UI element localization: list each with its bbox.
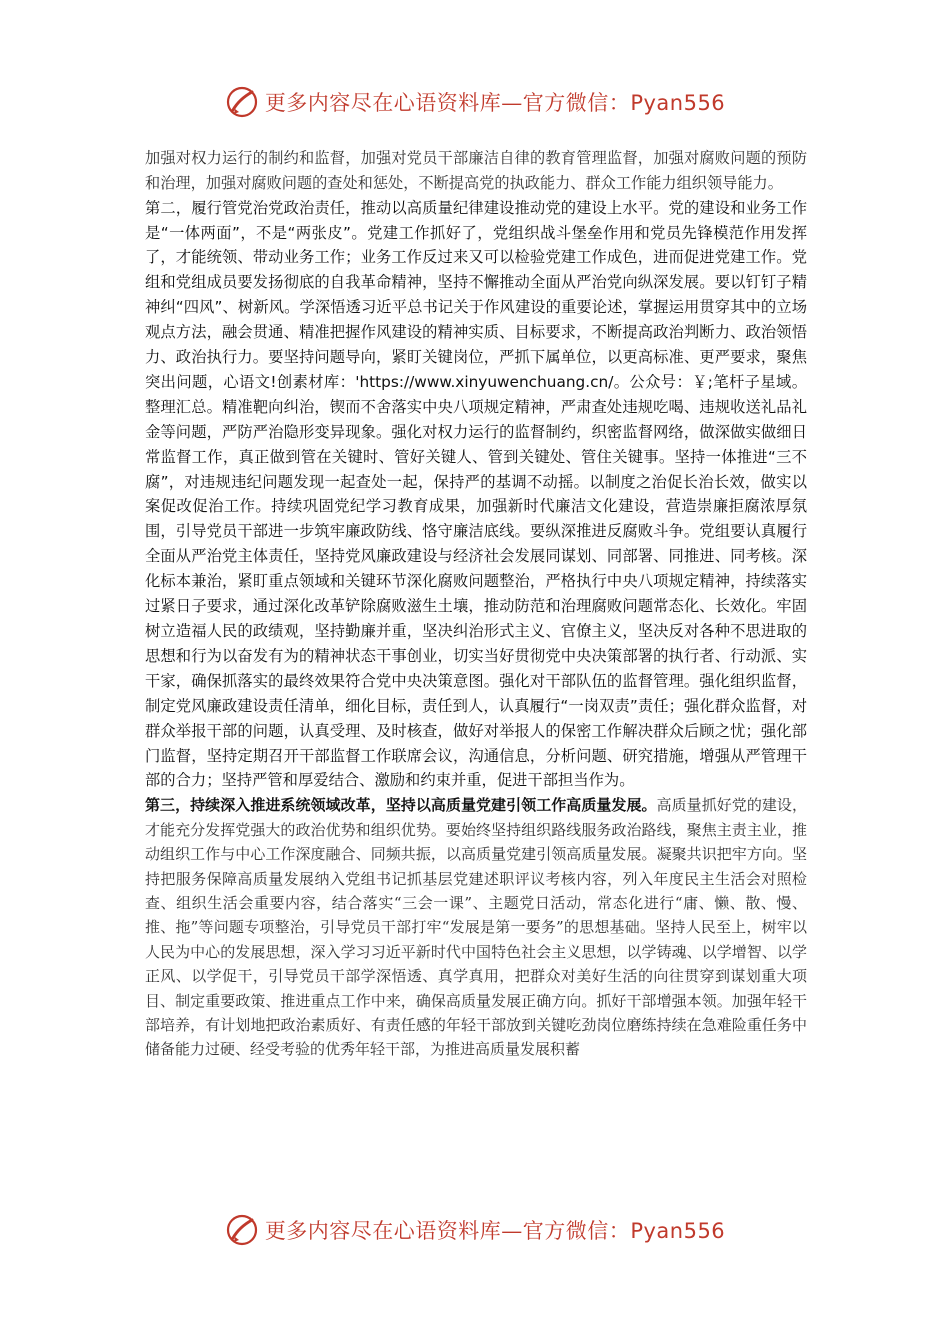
paragraph-section-two: 第二，履行管党治党政治责任，推动以高质量纪律建设推动党的建设上水平。党的建设和业务工作是“一体两面”，不是“两张皮”。党建工作抓好了，党组织战斗堡垒作用和党员先锋模范作用发挥了，才能统领、带动业务工作；业务工作反过来又可以检验党建工作成色，进而促进党建工作。党组和党组成员要发扬彻底的自我革命精神，坚持不懈推动全面从严治党向纵深发展。要以钉钉子精神纠“四风”、树新风。学深悟透习近平总书记关于作风建设的重要论述，掌握运用贯穿其中的立场观点方法，融会贯通、精准把握作风建设的精神实质、目标要求，不断提高政治判断力、政治领悟力、政治执行力。要坚持问题导向，紧盯关键岗位，严抓下属单位，以更高标准、更严要求，聚焦突出问题，心语文!创素材库：'https://www.xinyuwenchuang.cn/。公众号：￥;笔杆子星域。整理汇总。精准靶向纠治，锲而不舍落实中央八项规定精神，严肃查处违规吃喝、违规收送礼品礼金等问题，严防严治隐形变异现象。强化对权力运行的监督制约，织密监督网络，做深做实做细日常监督工作，真正做到管在关键时、管好关键人、管到关键处、管住关键事。坚持一体推进“三不腐”，对违规违纪问题发现一起查处一起，保持严的基调不动摇。以制度之治促长治长效，做实以案促改促治工作。持续巩固党纪学习教育成果，加强新时代廉洁文化建设，营造崇廉拒腐浓厚氛围，引导党员干部进一步筑牢廉政防线、恪守廉洁底线。要纵深推进反腐败斗争。党组要认真履行全面从严治党主体责任，坚持党风廉政建设与经济社会发展同谋划、同部署、同推进、同考核。深化标本兼治，紧盯重点领域和关键环节深化腐败问题整治，严格执行中央八项规定精神，持续落实过紧日子要求，通过深化改革铲除腐败滋生土壤，推动防范和治理腐败问题常态化、长效化。牢固树立造福人民的政绩观，坚持勤廉并重，坚决纠治形式主义、官僚主义，坚决反对各种不思进取的思想和行为以奋发有为的精神状态干事创业，切实当好贯彻党中央决策部署的执行者、行动派、实干家，确保抓落实的最终效果符合党中央决策意图。强化对干部队伍的监督管理。强化组织监督，制定党风廉政建设责任清单，细化目标，责任到人，认真履行“一岗双责”责任；强化群众监督，对群众举报干部的问题，认真受理、及时核查，做好对举报人的保密工作解决群众后顾之忧；强化部门监督，坚持定期召开干部监督工作联席会议，沟通信息，分析问题、研究措施，增强从严管理干部的合力；坚持严管和厚爱结合、激励和约束并重，促进干部担当作为。 bbox=[145, 198, 807, 790]
banner-text bbox=[265, 1215, 725, 1245]
section-three-heading: 第三，持续深入推进系统领域改革，坚持以高质量党建引领工作高质量发展。 bbox=[145, 796, 657, 815]
banner-wechat-id: Pyan556 bbox=[630, 1219, 726, 1243]
footer-banner bbox=[0, 1208, 950, 1252]
banner-text-main: 更多内容尽在心语资料库—官方微信： bbox=[264, 1219, 631, 1243]
section-three-body: 高质量抓好党的建设，才能充分发挥党强大的政治优势和组织优势。要始终坚持组织路线服务政治路线，聚焦主责主业，推动组织工作与中心工作深度融合、同频共振，以高质量党建引领高质量发展。凝聚共识把牢方向。坚持把服务保障高质量发展纳入党组书记抓基层党建述职评议考核内容，列入年度民主生活会对照检查、组织生活会重要内容，结合落实“三会一课”、主题党日活动，常态化进行“庸、懒、散、慢、推、拖”等问题专项整治，引导党员干部打牢“发展是第一要务”的思想基础。坚持人民至上，树牢以人民为中心的发展思想，深入学习习近平新时代中国特色社会主义思想，以学铸魂、以学增智、以学正风、以学促干，引导党员干部学深悟透、真学真用，把群众对美好生活的向往贯穿到谋划重大项目、制定重要政策、推进重点工作中来，确保高质量发展正确方向。抓好干部增强本领。加强年轻干部培养，有计划地把政治素质好、有责任感的年轻干部放到关键吃劲岗位磨练持续在急难险重任务中储备能力过硬、经受考验的优秀年轻干部，为推进高质量发展积蓄 bbox=[145, 796, 807, 1059]
banner-wechat-id: Pyan556 bbox=[630, 91, 726, 115]
banner-text bbox=[265, 87, 725, 117]
paragraph-intro: 加强对权力运行的制约和监督，加强对党员干部廉洁自律的教育管理监督，加强对腐败问题的预防和治理，加强对腐败问题的查处和惩处，不断提高党的执政能力、群众工作能力组织领导能力。 bbox=[145, 149, 807, 192]
paragraph-section-three bbox=[145, 793, 807, 1061]
brush-logo-icon bbox=[225, 1213, 259, 1247]
banner-text-main: 更多内容尽在心语资料库—官方微信： bbox=[264, 91, 631, 115]
header-banner bbox=[0, 80, 950, 124]
document-body bbox=[145, 146, 807, 1062]
brush-logo-icon bbox=[225, 85, 259, 119]
